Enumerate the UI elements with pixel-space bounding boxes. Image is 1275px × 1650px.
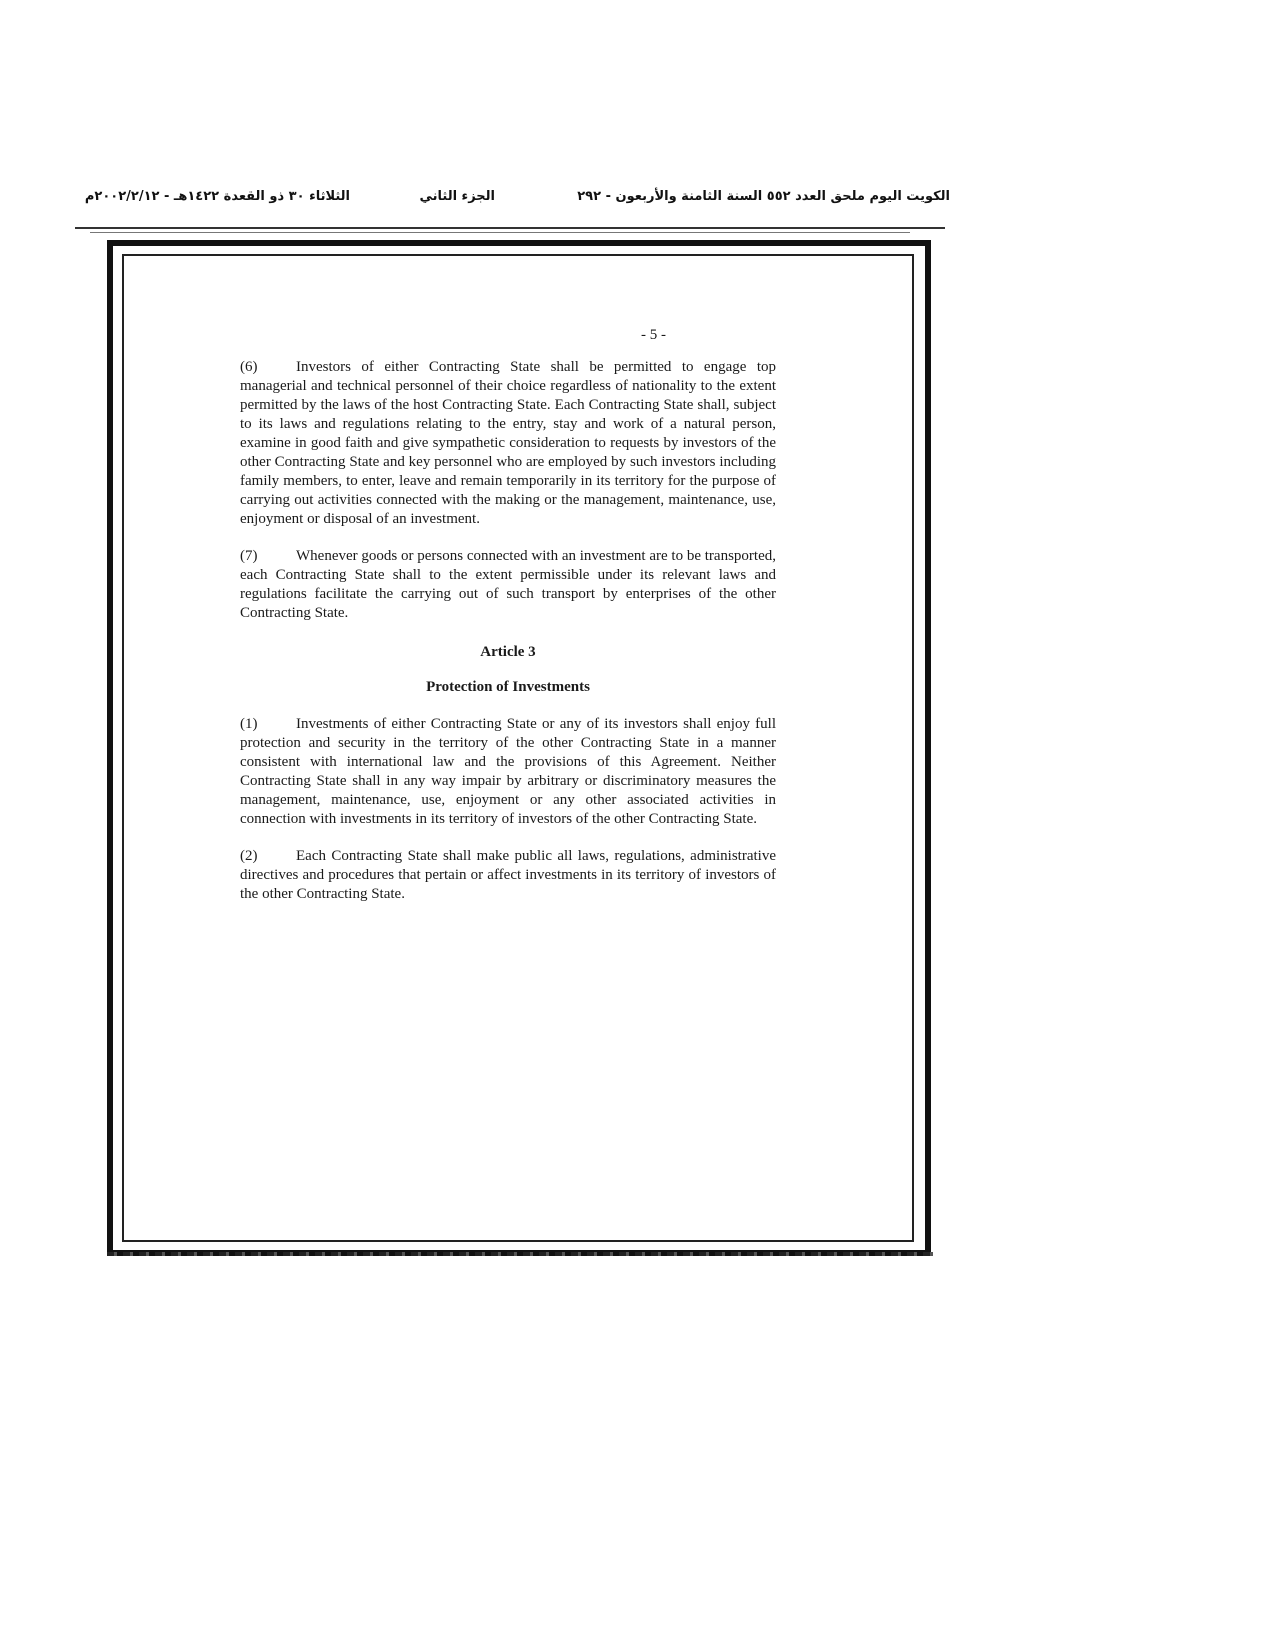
paragraph-number: (7) bbox=[240, 548, 258, 564]
header-rule bbox=[75, 227, 945, 229]
paragraph-text: Each Contracting State shall make public all laws, regulations, administrative directives and procedures that pertain or affect investments in its territory of investors of the other Contracting State. bbox=[240, 848, 776, 902]
page-number: - 5 - bbox=[641, 327, 666, 343]
paragraph-text: Whenever goods or persons connected with an investment are to be transported, each Contracting State shall to the extent permissible under its relevant laws and regulations facilitate the carrying out of such transport by enterprises of the other Contracting State. bbox=[240, 548, 776, 621]
paragraph-2 bbox=[240, 847, 776, 904]
article-subtitle: Protection of Investments bbox=[426, 679, 590, 695]
paragraph-7 bbox=[240, 547, 776, 623]
paragraph-6 bbox=[240, 358, 776, 529]
header-date: الثلاثاء ٣٠ ذو القعدة ١٤٢٢هـ - ٢٠٠٢/٢/١٢م bbox=[84, 189, 350, 204]
header-rule-secondary bbox=[90, 232, 910, 233]
paragraph-number: (6) bbox=[240, 359, 258, 375]
article-title: Article 3 bbox=[480, 644, 536, 660]
page-frame-bottom-edge bbox=[107, 1252, 933, 1256]
paragraph-1 bbox=[240, 715, 776, 829]
header-publication: الكويت اليوم ملحق العدد ٥٥٢ السنة الثامنة والأربعون - ٢٩٢ bbox=[577, 189, 950, 204]
document-body bbox=[240, 358, 776, 922]
paragraph-text: Investments of either Contracting State or any of its investors shall enjoy full protection and security in the territory of the other Contracting State in a manner consistent with international law and the provisions of this Agreement. Neither Contracting State shall in any way impair by arbitrary or discriminatory measures the management, maintenance, use, enjoyment or any other associated activities in connection with investments in its territory of investors of the other Contracting State. bbox=[240, 716, 776, 827]
paragraph-number: (1) bbox=[240, 716, 258, 732]
paragraph-number: (2) bbox=[240, 848, 258, 864]
header-part: الجزء الثاني bbox=[419, 189, 495, 204]
paragraph-text: Investors of either Contracting State shall be permitted to engage top managerial and technical personnel of their choice regardless of nationality to the extent permitted by the laws of the host Contracting State. Each Contracting State shall, subject to its laws and regulations relating to the entry, stay and work of a natural person, examine in good faith and give sympathetic consideration to requests by investors of the other Contracting State and key personnel who are employed by such investors including family members, to enter, leave and remain temporarily in its territory for the purpose of carrying out activities connected with the making or the management, maintenance, use, enjoyment or disposal of an investment. bbox=[240, 359, 776, 527]
gazette-header bbox=[80, 189, 950, 215]
